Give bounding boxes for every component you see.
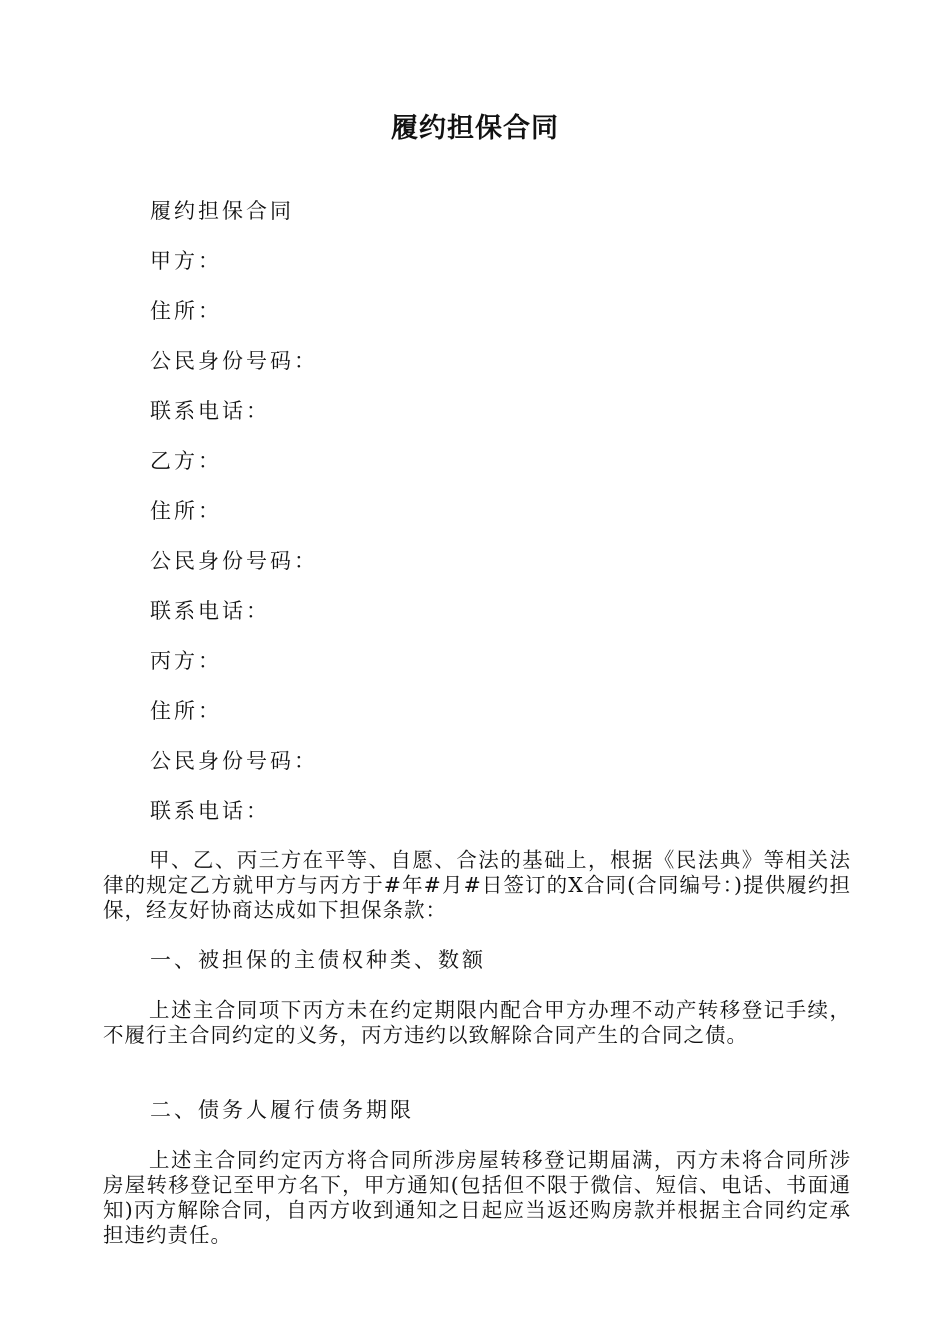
field-line: 乙方：: [150, 449, 222, 473]
section-body: 上述主合同约定丙方将合同所涉房屋转移登记期届满，丙方未将合同所涉房屋转移登记至甲方名下，甲方通知(包括但不限于微信、短信、电话、书面通知)丙方解除合同，自丙方收到通知之日起应当返还购房款并根据主合同约定承担违约责任。: [103, 1148, 851, 1247]
field-line: 联系电话：: [150, 399, 270, 423]
field-line: 丙方：: [150, 649, 222, 673]
party-fields: [150, 196, 318, 846]
field-line: 住所：: [150, 699, 222, 723]
field-line: 甲方：: [150, 249, 222, 273]
field-line: 公民身份号码：: [150, 749, 318, 773]
field-line: 公民身份号码：: [150, 549, 318, 573]
field-line: 联系电话：: [150, 799, 270, 823]
intro-paragraph: 甲、乙、丙三方在平等、自愿、合法的基础上，根据《民法典》等相关法律的规定乙方就甲方与丙方于#年#月#日签订的X合同(合同编号：)提供履约担保，经友好协商达成如下担保条款：: [103, 848, 851, 922]
document-title: 履约担保合同: [391, 113, 559, 144]
field-line: 公民身份号码：: [150, 349, 318, 373]
field-line: 履约担保合同: [150, 199, 294, 223]
field-line: 联系电话：: [150, 599, 270, 623]
field-line: 住所：: [150, 499, 222, 523]
section-body: 上述主合同项下丙方未在约定期限内配合甲方办理不动产转移登记手续，不履行主合同约定的义务，丙方违约以致解除合同产生的合同之债。: [103, 998, 851, 1047]
section-heading: 二、债务人履行债务期限: [150, 1098, 414, 1122]
section-heading: 一、被担保的主债权种类、数额: [150, 948, 486, 972]
field-line: 住所：: [150, 299, 222, 323]
